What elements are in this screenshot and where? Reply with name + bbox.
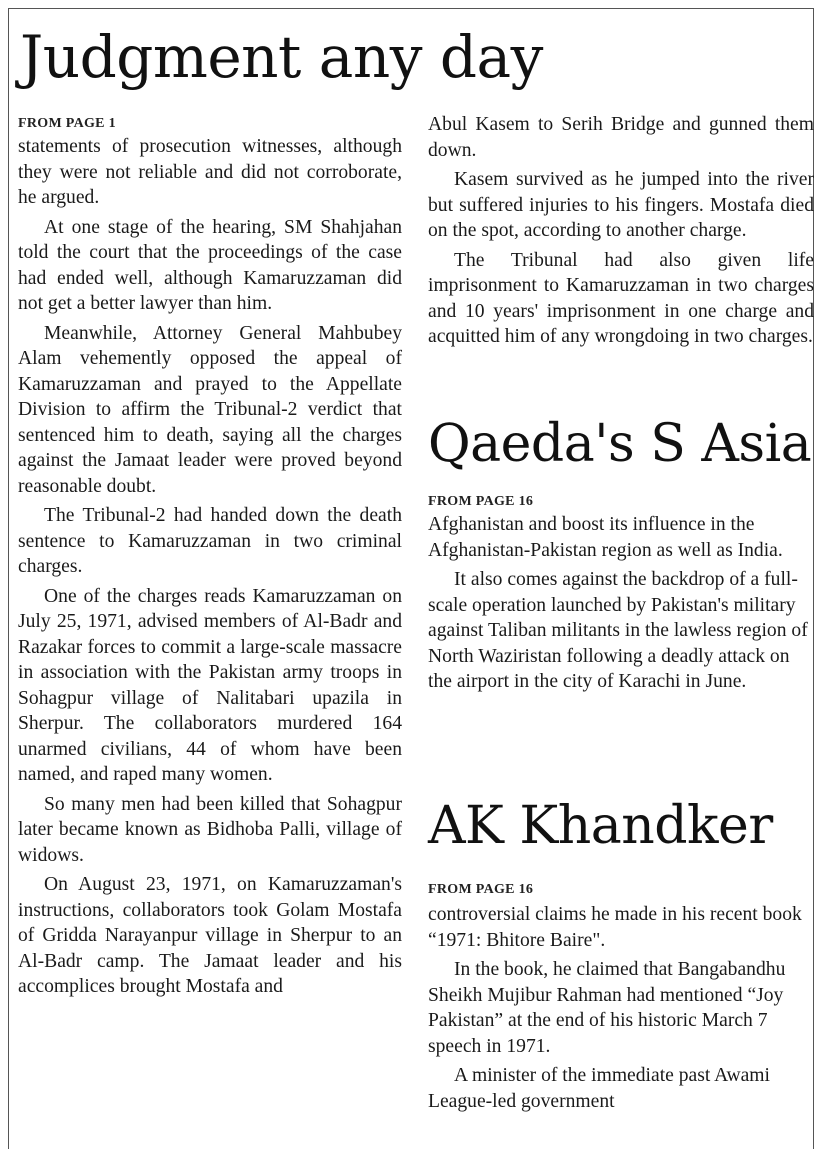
paragraph: statements of prosecution witnesses, although they were not reliable and did not corroborate, he argued. bbox=[18, 136, 402, 208]
paragraph: controversial claims he made in his recent book “1971: Bhitore Baire". bbox=[428, 904, 802, 951]
headline-khandker: AK Khandker bbox=[428, 796, 773, 856]
paragraph: Meanwhile, Attorney General Mahbubey Alam vehemently opposed the appeal of Kamaruzzaman and prayed to the Appellate Division to affirm the Tribunal-2 verdict that sentenced him to death, saying all the charges against the Jamaat leader were proved beyond reasonable doubt. bbox=[18, 322, 402, 497]
paragraph: Afghanistan and boost its influence in the Afghanistan-Pakistan region as well as India. bbox=[428, 514, 783, 561]
paragraph: In the book, he claimed that Bangabandhu Sheikh Mujibur Rahman had mentioned “Joy Pakistan” at the end of his historic March 7 speech in 1971. bbox=[428, 959, 786, 1057]
article-judgment-right-column bbox=[428, 112, 814, 350]
paragraph: So many men had been killed that Sohagpur later became known as Bidhoba Palli, village of widows. bbox=[18, 793, 402, 866]
paragraph: The Tribunal had also given life imprisonment to Kamaruzzaman in two charges and 10 years' imprisonment in one charge and acquitted him of any wrongdoing in two charges. bbox=[428, 249, 814, 347]
paragraph: One of the charges reads Kamaruzzaman on July 25, 1971, advised members of Al-Badr and Razakar forces to commit a large-scale massacre in association with the Pakistan army troops in Sohagpur village of Nalitabari upazila in Sherpur. The collaborators murdered 164 unarmed civilians, 44 of whom have been named, and raped many women. bbox=[18, 585, 402, 785]
paragraph: On August 23, 1971, on Kamaruzzaman's instructions, collaborators took Golam Mostafa of Gridda Narayanpur village in Sherpur to an Al-Badr camp. The Jamaat leader and his accomplices brought Mostafa and bbox=[18, 874, 402, 997]
from-page-khandker: FROM PAGE 16 bbox=[428, 882, 534, 897]
from-page-judgment: FROM PAGE 1 bbox=[18, 116, 116, 131]
paragraph: Abul Kasem to Serih Bridge and gunned them down. bbox=[428, 114, 814, 161]
article-judgment-left-column bbox=[18, 134, 402, 1000]
article-khandker-body bbox=[428, 902, 812, 1114]
paragraph: A minister of the immediate past Awami League-led government bbox=[428, 1065, 770, 1112]
paragraph: At one stage of the hearing, SM Shahjahan told the court that the proceedings of the case had ended well, although Kamaruzzaman did not get a better lawyer than him. bbox=[18, 216, 402, 314]
paragraph: It also comes against the backdrop of a full-scale operation launched by Pakistan's military against Taliban militants in the lawless region of North Waziristan following a deadly attack on the airport in the city of Karachi in June. bbox=[428, 569, 808, 692]
from-page-qaeda: FROM PAGE 16 bbox=[428, 494, 534, 509]
article-qaeda-body bbox=[428, 512, 812, 695]
headline-judgment: Judgment any day bbox=[20, 23, 543, 91]
headline-qaeda: Qaeda's S Asia bbox=[428, 414, 812, 474]
paragraph: Kasem survived as he jumped into the river but suffered injuries to his fingers. Mostafa died on the spot, according to another charge. bbox=[428, 169, 814, 241]
paragraph: The Tribunal-2 had handed down the death sentence to Kamaruzzaman in two criminal charges. bbox=[18, 505, 402, 577]
